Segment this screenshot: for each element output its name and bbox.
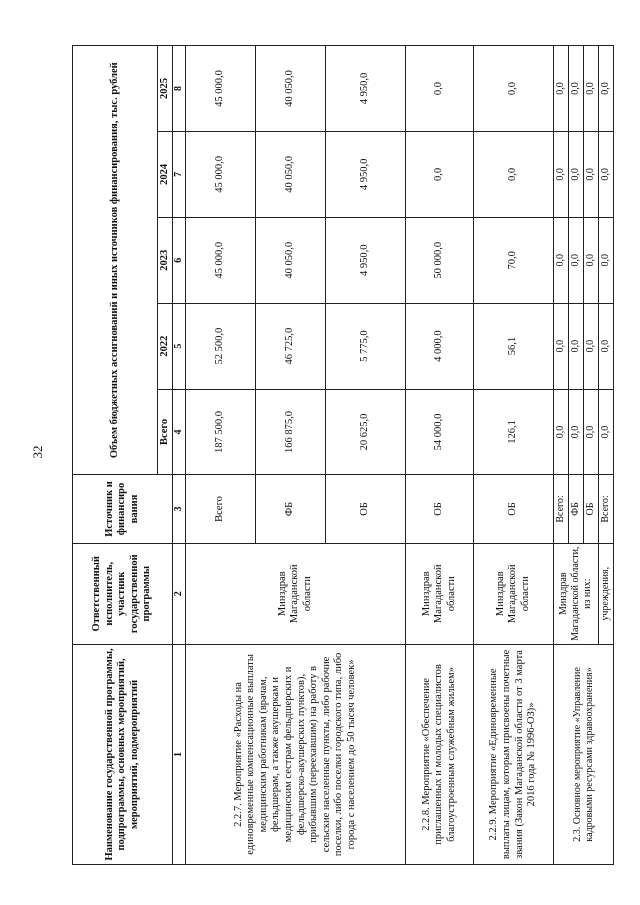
cell-value: 50 000,0 [406,217,474,303]
cell-value: 0,0 [569,131,584,217]
row-executor: Минздрав Магаданской области [186,543,406,644]
cell-value: 0,0 [584,217,599,303]
cell-value: 70,0 [474,217,554,303]
column-numbers-row [173,46,186,865]
cell-value: 0,0 [599,389,614,475]
cell-value: 126,1 [474,389,554,475]
cell-source: ОБ [326,475,406,543]
cell-value: 0,0 [569,303,584,389]
cell-value: 56,1 [474,303,554,389]
financing-table [72,45,614,865]
page-number: 32 [30,445,45,459]
cell-value: 4 950,0 [326,217,406,303]
row-name-2-3: 2.3. Основное мероприятие «Управление кадровыми ресурсами здравоохранения» [554,644,614,864]
cell-value: 0,0 [406,46,474,132]
cell-value: 4 950,0 [326,131,406,217]
cell-value: 5 775,0 [326,303,406,389]
cell-value: 187 500,0 [186,389,256,475]
header-source: Источник и финансиро вания [73,475,173,543]
col-number: 8 [173,46,186,132]
cell-value: 45 000,0 [186,131,256,217]
table-row [186,46,256,865]
cell-value: 0,0 [554,303,569,389]
col-number: 1 [173,644,186,864]
col-number: 6 [173,217,186,303]
cell-value: 0,0 [599,131,614,217]
row-executor: учреждения, [599,543,614,644]
row-name-2-2-9: 2.2.9. Мероприятие «Единовременные выплаты лицам, которым присвоены почетные звания (Закон Магаданской области от 3 марта 2016 года № 1996-ОЗ)» [474,644,554,864]
cell-value: 4 000,0 [406,303,474,389]
col-number: 7 [173,131,186,217]
cell-value: 0,0 [554,217,569,303]
row-executor: Минздрав Магаданской области [474,543,554,644]
cell-value: 40 050,0 [256,46,326,132]
cell-value: 0,0 [554,46,569,132]
header-executor: Ответственный исполнитель, участник государственной программы [73,543,173,644]
col-number: 2 [173,543,186,644]
cell-value: 45 000,0 [186,46,256,132]
cell-value: 0,0 [584,46,599,132]
cell-value: 45 000,0 [186,217,256,303]
cell-value: 20 625,0 [326,389,406,475]
cell-value: 0,0 [599,46,614,132]
cell-value: 0,0 [474,46,554,132]
cell-source: ОБ [584,475,599,543]
cell-source: ФБ [256,475,326,543]
rotated-table-wrapper [72,45,611,865]
cell-source: ОБ [474,475,554,543]
cell-value: 0,0 [584,389,599,475]
header-year-total: Всего [158,389,173,475]
cell-value: 0,0 [569,389,584,475]
cell-value: 0,0 [554,131,569,217]
header-year-2025: 2025 [158,46,173,132]
row-name-2-2-8: 2.2.8. Мероприятие «Обеспечение приглашенных и молодых специалистов благоустроенным служебным жильем» [406,644,474,864]
cell-value: 0,0 [474,131,554,217]
cell-value: 0,0 [406,131,474,217]
row-executor: Минздрав Магаданской области [406,543,474,644]
cell-value: 40 050,0 [256,131,326,217]
cell-source: Всего [186,475,256,543]
header-year-2024: 2024 [158,131,173,217]
cell-value: 54 000,0 [406,389,474,475]
cell-source: ФБ [569,475,584,543]
col-number: 3 [173,475,186,543]
table-row [474,46,554,865]
cell-value: 0,0 [569,46,584,132]
table-row [406,46,474,865]
cell-value: 0,0 [584,131,599,217]
cell-source: Всего: [554,475,569,543]
cell-value: 0,0 [584,303,599,389]
row-executor: Минздрав Магаданской области, из них: [554,543,599,644]
cell-value: 4 950,0 [326,46,406,132]
cell-value: 0,0 [569,217,584,303]
header-year-2023: 2023 [158,217,173,303]
cell-source: Всего: [599,475,614,543]
col-number: 4 [173,389,186,475]
header-year-2022: 2022 [158,303,173,389]
cell-source: ОБ [406,475,474,543]
header-volume: Объем бюджетных ассигнований и иных источников финансирования, тыс. рублей [73,46,158,475]
cell-value: 166 875,0 [256,389,326,475]
header-row [73,46,158,865]
cell-value: 0,0 [554,389,569,475]
col-number: 5 [173,303,186,389]
cell-value: 52 500,0 [186,303,256,389]
header-name: Наименование государственной программы, подпрограммы, основных мероприятий, мероприятий, подмероприятий [73,644,173,864]
cell-value: 40 050,0 [256,217,326,303]
row-name-2-2-7: 2.2.7. Мероприятие «Расходы на единовременные компенсационные выплаты медицинским работникам (врачам, фельдшерам, а также акушеркам и медицинским сестрам фельдшерских и фельдшерско-акушерских пунктов), прибывшим (переехавшим) на работу в сельские населенные пункты, либо рабочие поселки, либо поселки городского типа, либо города с населением до 50 тысяч человек» [186,644,406,864]
table-row [554,46,569,865]
cell-value: 46 725,0 [256,303,326,389]
cell-value: 0,0 [599,303,614,389]
cell-value: 0,0 [599,217,614,303]
